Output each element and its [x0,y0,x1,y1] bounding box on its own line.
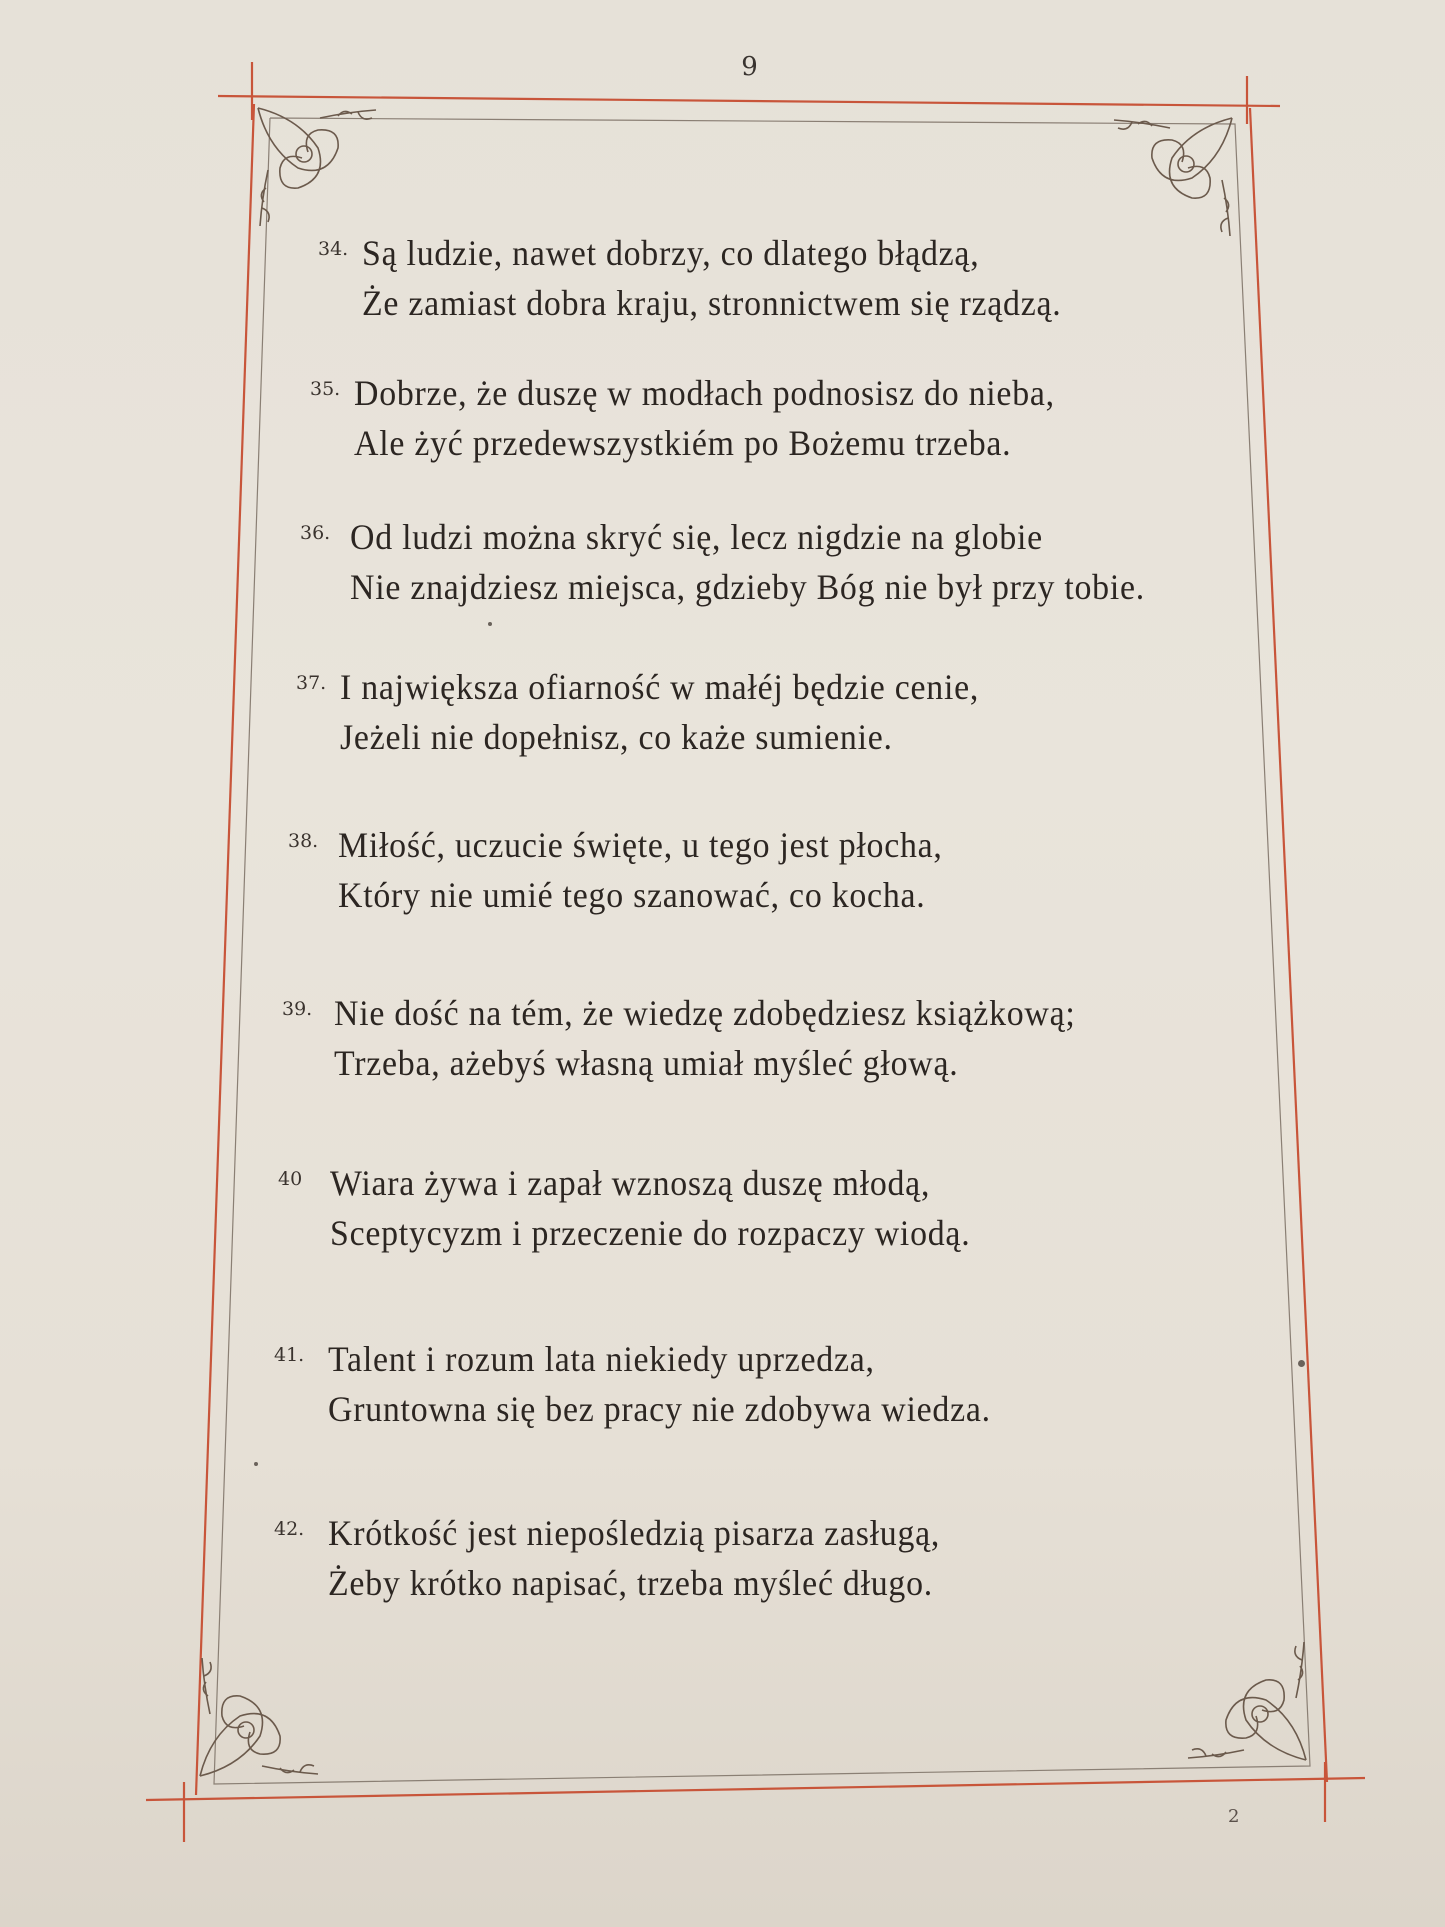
verse-line: Trzeba, ażebyś własną umiał myśleć głową. [334,1043,959,1083]
verse-line: Wiara żywa i zapał wznoszą duszę młodą, [330,1163,931,1203]
verse-line: Dobrze, że duszę w modłach podnosisz do nieba, [354,373,1055,413]
verse-item [288,820,981,920]
verse-line: Nie dość na tém, że wiedzę zdobędziesz książkową; [334,993,1076,1033]
verse-number: 41. [274,1344,305,1366]
verse-item [278,1158,1011,1258]
verse-number: 37. [296,672,327,694]
verse-number: 34. [318,238,349,260]
paper-speck [1298,1360,1305,1367]
verse-line: Jeżeli nie dopełnisz, co każe sumienie. [340,717,893,757]
verse-line: Miłość, uczucie święte, u tego jest płocha, [338,825,943,865]
verse-number: 42. [274,1518,305,1540]
verse-line: Który nie umié tego szanować, co kocha. [338,875,926,915]
verse-line: Żeby krótko napisać, trzeba myśleć długo. [328,1563,933,1603]
verse-line: Od ludzi można skryć się, lecz nigdzie na globie [350,517,1043,557]
verse-line: Gruntowna się bez pracy nie zdobywa wiedza. [328,1389,991,1429]
verse-item [300,512,1196,612]
verse-item [274,1508,979,1608]
verse-item [296,662,1020,762]
paper-speck [254,1462,258,1466]
verse-line: Nie znajdziesz miejsca, gdzieby Bóg nie był przy tobie. [350,567,1146,607]
verse-number: 35. [310,378,341,400]
verse-line: Że zamiast dobra kraju, stronnictwem się rządzą. [362,283,1062,323]
verse-number: 38. [288,830,319,852]
printer-signature-mark: 2 [1228,1806,1240,1827]
verse-item [274,1334,1033,1434]
paper-speck [488,622,492,626]
verse-line: Ale żyć przedewszystkiém po Bożemu trzeba. [354,423,1012,463]
verse-number: 39. [282,998,313,1020]
verse-line: Sceptycyzm i przeczenie do rozpaczy wiodą. [330,1213,971,1253]
verse-item [310,368,1100,468]
verse-line: Są ludzie, nawet dobrzy, co dlatego błądzą, [362,233,980,273]
page-number: 9 [741,52,759,82]
verse-number: 40 [278,1168,303,1190]
verse-line: I największa ofiarność w małéj będzie cenie, [340,667,980,707]
verse-number: 36. [300,522,331,544]
verse-item [282,988,1123,1088]
verse-line: Talent i rozum lata niekiedy uprzedza, [328,1339,875,1379]
verse-line: Krótkość jest niepośledzią pisarza zasługą, [328,1513,941,1553]
verse-item [318,228,1106,328]
